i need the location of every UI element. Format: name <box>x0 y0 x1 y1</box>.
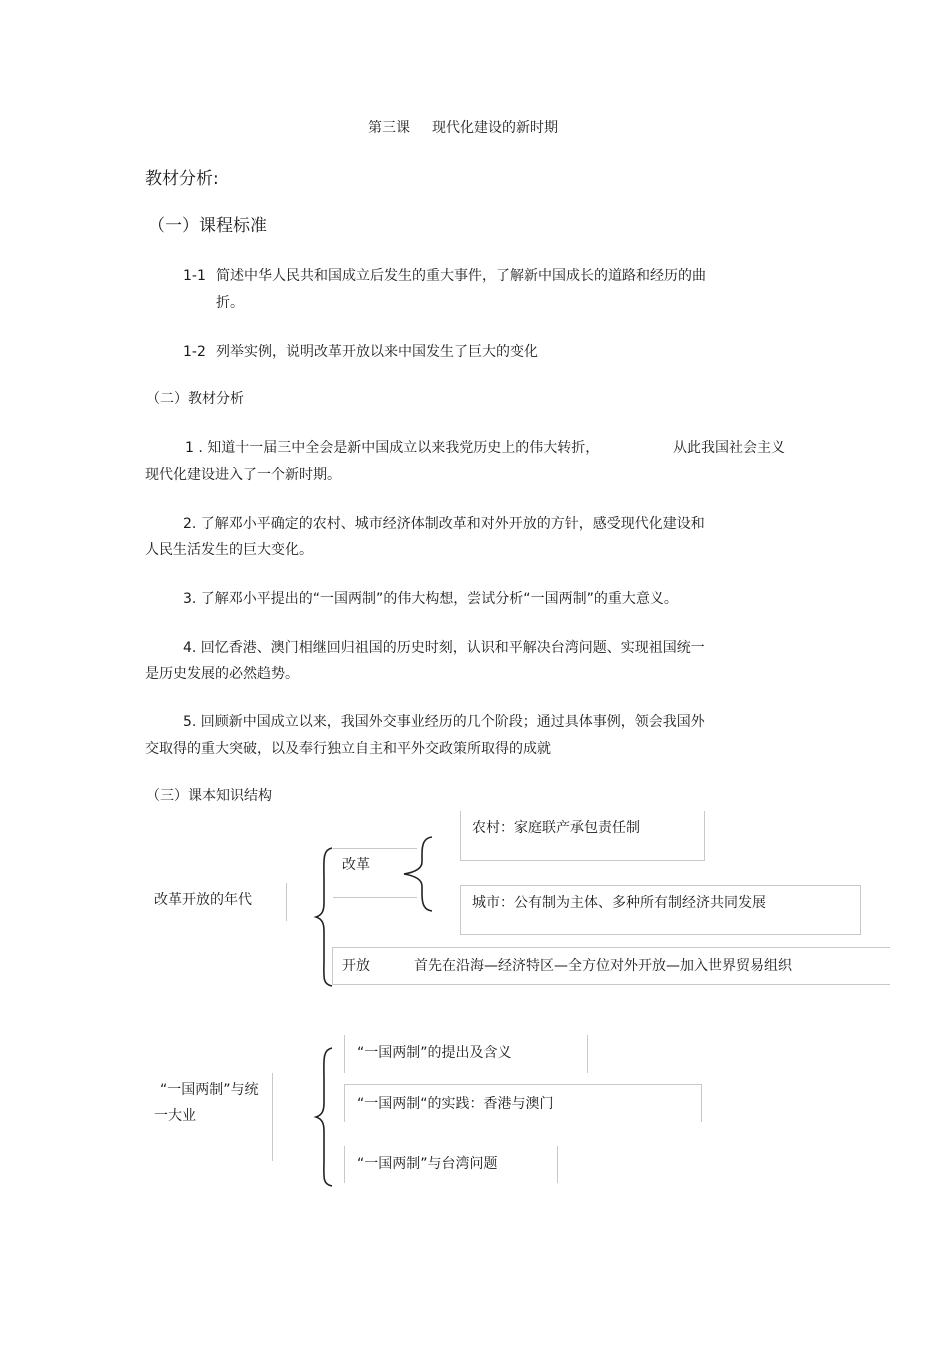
item-text: 从此我国社会主义 <box>673 440 785 456</box>
unification-item: “一国两制”与台湾问题 <box>357 1156 498 1172</box>
item-text: 交取得的重大突破，以及奉行独立自主和平外交政策所取得的成就 <box>145 741 551 757</box>
divider <box>286 883 287 921</box>
item-text: 3. 了解邓小平提出的“一国两制”的伟大构想，尝试分析“一国两制”的重大意义。 <box>183 591 678 607</box>
opening-label: 开放 <box>342 958 370 974</box>
item-text: 1 . 知道十一届三中全会是新中国成立以来我党历史上的伟大转折， <box>185 440 600 456</box>
page-heading: 教材分析: <box>145 169 219 189</box>
divider <box>344 1035 345 1073</box>
urban-text: 城市：公有制为主体、多种所有制经济共同发展 <box>472 895 766 911</box>
divider <box>587 1035 588 1073</box>
section-title: （一）课程标准 <box>148 216 267 236</box>
unification-item: “一国两制“的实践：香港与澳门 <box>357 1096 554 1112</box>
opening-text: 首先在沿海—经济特区—全方位对外开放—加入世界贸易组织 <box>414 958 792 974</box>
diagram-root: 一大业 <box>154 1108 196 1124</box>
item-text: 折。 <box>216 295 244 311</box>
brace-icon <box>314 1047 336 1187</box>
item-text: 现代化建设进入了一个新时期。 <box>145 467 341 483</box>
item-text: 4. 回忆香港、澳门相继回归祖国的历史时刻，认识和平解决台湾问题、实现祖国统一 <box>183 640 705 656</box>
diagram-root: 改革开放的年代 <box>154 892 252 908</box>
divider <box>557 1146 558 1183</box>
divider <box>344 1084 702 1085</box>
unification-item: “一国两制”的提出及含义 <box>357 1045 512 1061</box>
item-number: 1-1 <box>183 268 206 284</box>
lesson-number: 第三课 <box>368 120 410 136</box>
item-text: 人民生活发生的巨大变化。 <box>145 542 313 558</box>
item-text: 列举实例，说明改革开放以来中国发生了巨大的变化 <box>216 344 538 360</box>
divider <box>344 1146 345 1183</box>
lesson-title: 现代化建设的新时期 <box>432 120 558 136</box>
divider <box>332 947 890 948</box>
divider <box>332 984 890 985</box>
diagram-root: “一国两制”与统 <box>160 1082 259 1098</box>
item-text: 5. 回顾新中国成立以来，我国外交事业经历的几个阶段；通过具体事例，领会我国外 <box>183 714 705 730</box>
item-text: 是历史发展的必然趋势。 <box>145 666 299 682</box>
divider <box>701 1084 702 1122</box>
item-number: 1-2 <box>183 344 206 360</box>
section-title: （二）教材分析 <box>146 391 244 407</box>
reform-label: 改革 <box>342 857 370 873</box>
brace-icon <box>402 836 434 912</box>
rural-text: 农村：家庭联产承包责任制 <box>472 820 640 836</box>
divider <box>272 1073 273 1161</box>
divider <box>332 947 333 984</box>
item-text: 简述中华人民共和国成立后发生的重大事件，了解新中国成长的道路和经历的曲 <box>216 268 706 284</box>
item-text: 2. 了解邓小平确定的农村、城市经济体制改革和对外开放的方针，感受现代化建设和 <box>183 516 705 532</box>
section-title: （三）课本知识结构 <box>146 788 272 804</box>
divider <box>344 1084 345 1122</box>
